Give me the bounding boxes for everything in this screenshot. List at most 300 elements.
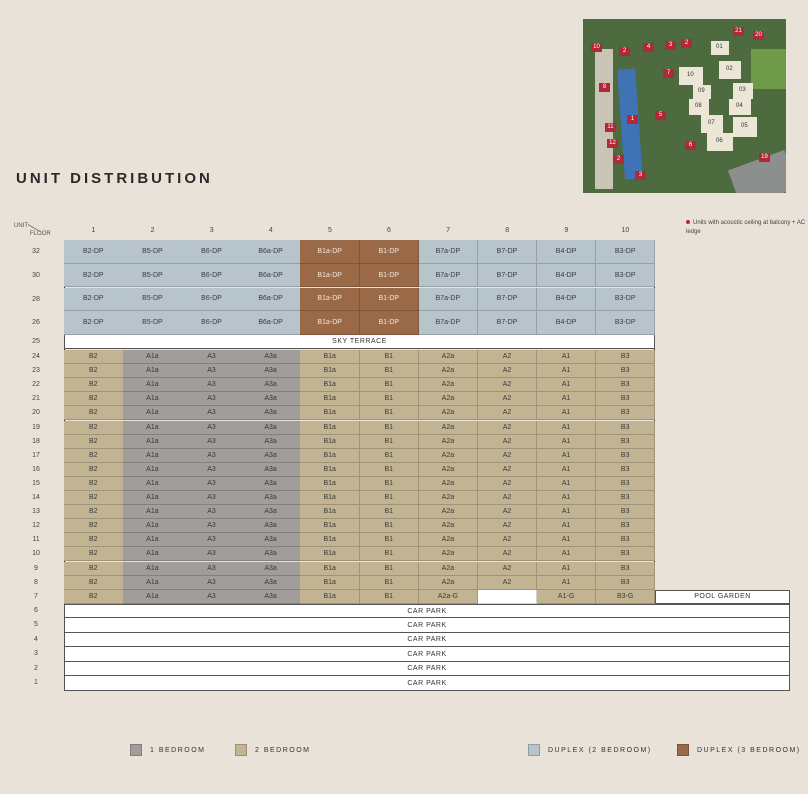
unit-cell: A3 xyxy=(182,562,242,576)
unit-cell: B3-DP xyxy=(596,240,656,264)
unit-cell: A3 xyxy=(182,421,242,435)
site-marker: 8 xyxy=(599,83,610,92)
unit-cell: B1a xyxy=(300,449,360,463)
unit-cell: B1 xyxy=(360,435,420,449)
column-header: 1 xyxy=(91,227,96,234)
unit-cell: B2 xyxy=(64,378,124,392)
unit-cell: B2-DP xyxy=(64,311,124,335)
legend-item xyxy=(235,744,311,756)
unit-cell: B1a xyxy=(300,505,360,519)
unit-cell: B1 xyxy=(360,378,420,392)
building-label: 10 xyxy=(687,72,694,78)
unit-cell: B3-DP xyxy=(596,264,656,288)
building-label: 08 xyxy=(695,103,702,109)
building-label: 03 xyxy=(739,87,746,93)
column-header: 8 xyxy=(505,227,510,234)
unit-cell: B1 xyxy=(360,449,420,463)
unit-cell: B7-DP xyxy=(478,240,538,264)
unit-cell: A1a xyxy=(123,533,183,547)
acoustic-ceiling-note: Units with acoustic ceiling at balcony + AC ledge xyxy=(686,220,806,235)
unit-cell: B7a-DP xyxy=(419,311,479,335)
unit-cell: A1a xyxy=(123,477,183,491)
car-park-row: CAR PARK xyxy=(64,633,790,648)
unit-cell: A3a xyxy=(241,576,301,590)
unit-cell: B4-DP xyxy=(537,288,597,312)
unit-cell: A2a xyxy=(419,364,479,378)
unit-cell: B1a xyxy=(300,519,360,533)
unit-cell: A1 xyxy=(537,378,597,392)
unit-cell: B7a-DP xyxy=(419,264,479,288)
unit-cell: B2 xyxy=(64,477,124,491)
car-park-row: CAR PARK xyxy=(64,604,790,619)
unit-cell: B1-DP xyxy=(360,311,420,335)
unit-cell: B1a xyxy=(300,378,360,392)
pool-garden-cell: POOL GARDEN xyxy=(655,590,790,604)
legend-label: DUPLEX (3 BEDROOM) xyxy=(697,746,801,754)
unit-cell: A2a xyxy=(419,491,479,505)
unit-cell: A3a xyxy=(241,449,301,463)
building-label: 05 xyxy=(741,123,748,129)
floor-label: 22 xyxy=(32,381,40,389)
column-header: 9 xyxy=(564,227,569,234)
unit-cell: A3a xyxy=(241,547,301,561)
unit-cell: A2a xyxy=(419,505,479,519)
unit-cell: A2 xyxy=(478,449,538,463)
car-park-row: CAR PARK xyxy=(64,662,790,677)
unit-cell: B3 xyxy=(596,505,656,519)
unit-cell: A2 xyxy=(478,463,538,477)
legend-swatch xyxy=(528,744,540,756)
unit-cell: A2a xyxy=(419,547,479,561)
floor-label: 20 xyxy=(32,409,40,417)
unit-cell: B6a-DP xyxy=(241,264,301,288)
unit-cell: B6-DP xyxy=(182,288,242,312)
unit-cell: A2 xyxy=(478,519,538,533)
building-label: 07 xyxy=(708,120,715,126)
unit-cell: A2a xyxy=(419,519,479,533)
floor-label: 23 xyxy=(32,367,40,375)
legend-item xyxy=(130,744,206,756)
unit-cell: B2 xyxy=(64,392,124,406)
legend-item xyxy=(677,744,801,756)
unit-cell: A1a xyxy=(123,406,183,420)
unit-cell: A2 xyxy=(478,435,538,449)
site-marker: 21 xyxy=(733,27,744,36)
unit-cell: A3a xyxy=(241,421,301,435)
site-marker: 11 xyxy=(605,123,616,132)
unit-cell: B2 xyxy=(64,519,124,533)
unit-cell: A1a xyxy=(123,491,183,505)
building-label: 09 xyxy=(698,88,705,94)
unit-cell: B3 xyxy=(596,519,656,533)
unit-cell xyxy=(478,590,538,604)
unit-cell: A3 xyxy=(182,491,242,505)
unit-cell: A2 xyxy=(478,350,538,364)
unit-cell: A3a xyxy=(241,364,301,378)
lawn-area xyxy=(751,49,786,89)
unit-cell: A1 xyxy=(537,350,597,364)
unit-cell: B1 xyxy=(360,576,420,590)
unit-cell: A3 xyxy=(182,364,242,378)
floor-label: 28 xyxy=(32,295,40,303)
unit-cell: B3-G xyxy=(596,590,656,604)
unit-cell: B7a-DP xyxy=(419,288,479,312)
unit-cell: A1 xyxy=(537,463,597,477)
unit-cell: A3 xyxy=(182,449,242,463)
unit-cell: A2 xyxy=(478,421,538,435)
unit-cell: A1a xyxy=(123,449,183,463)
unit-cell: A1 xyxy=(537,491,597,505)
column-header: 7 xyxy=(446,227,451,234)
unit-cell: B2 xyxy=(64,463,124,477)
floor-label: 13 xyxy=(32,508,40,516)
unit-cell: A3 xyxy=(182,576,242,590)
unit-cell: B3 xyxy=(596,562,656,576)
path-area xyxy=(595,49,613,189)
unit-cell: A1 xyxy=(537,435,597,449)
legend-label: DUPLEX (2 BEDROOM) xyxy=(548,746,652,754)
car-park-row: CAR PARK xyxy=(64,676,790,691)
site-marker: 19 xyxy=(759,153,770,162)
unit-cell: B1-DP xyxy=(360,288,420,312)
unit-cell: B1 xyxy=(360,364,420,378)
unit-cell: B1a xyxy=(300,491,360,505)
site-marker: 5 xyxy=(655,111,666,120)
unit-cell: B2 xyxy=(64,364,124,378)
site-marker: 7 xyxy=(663,69,674,78)
unit-cell: A1 xyxy=(537,449,597,463)
unit-cell: B7a-DP xyxy=(419,240,479,264)
floor-label: 3 xyxy=(34,650,38,658)
unit-cell: B2-DP xyxy=(64,288,124,312)
unit-cell: B1a xyxy=(300,477,360,491)
floor-label: 4 xyxy=(34,635,38,643)
unit-cell: A3a xyxy=(241,562,301,576)
unit-cell: B7-DP xyxy=(478,264,538,288)
unit-cell: A1a xyxy=(123,505,183,519)
unit-cell: B6a-DP xyxy=(241,311,301,335)
unit-cell: A3 xyxy=(182,350,242,364)
unit-cell: B2 xyxy=(64,449,124,463)
floor-label: 25 xyxy=(32,338,40,345)
unit-cell: B2 xyxy=(64,406,124,420)
unit-cell: A2 xyxy=(478,477,538,491)
unit-cell: A1 xyxy=(537,547,597,561)
unit-cell: B1 xyxy=(360,562,420,576)
floor-label: 14 xyxy=(32,494,40,501)
unit-cell: B7-DP xyxy=(478,311,538,335)
site-marker: 2 xyxy=(619,47,630,56)
unit-cell: B3 xyxy=(596,533,656,547)
unit-cell: A2a-G xyxy=(419,590,479,604)
floor-label: 11 xyxy=(32,536,40,544)
site-marker: 1 xyxy=(627,115,638,124)
floor-label: 24 xyxy=(32,353,40,360)
unit-cell: A3 xyxy=(182,463,242,477)
unit-cell: B1a xyxy=(300,533,360,547)
unit-cell: B3-DP xyxy=(596,288,656,312)
unit-cell: A3a xyxy=(241,590,301,604)
unit-cell: B1a xyxy=(300,547,360,561)
site-marker: 3 xyxy=(635,171,646,180)
unit-cell: B3 xyxy=(596,463,656,477)
unit-cell: A2a xyxy=(419,421,479,435)
unit-cell: A3a xyxy=(241,491,301,505)
site-marker: 2 xyxy=(613,155,624,164)
unit-cell: A3 xyxy=(182,392,242,406)
unit-cell: B5-DP xyxy=(123,311,183,335)
unit-cell: A1 xyxy=(537,406,597,420)
unit-cell: A3a xyxy=(241,392,301,406)
unit-floor-axis-label: UNIT FLOOR xyxy=(14,223,51,237)
unit-cell: B5-DP xyxy=(123,264,183,288)
unit-cell: B5-DP xyxy=(123,288,183,312)
unit-cell: A2a xyxy=(419,562,479,576)
unit-cell: B2 xyxy=(64,590,124,604)
unit-cell: A2 xyxy=(478,547,538,561)
unit-cell: B2 xyxy=(64,547,124,561)
unit-cell: A3a xyxy=(241,350,301,364)
unit-cell: A2 xyxy=(478,533,538,547)
unit-cell: B6a-DP xyxy=(241,240,301,264)
unit-cell: A2a xyxy=(419,378,479,392)
unit-cell: A2a xyxy=(419,576,479,590)
unit-cell: B6a-DP xyxy=(241,288,301,312)
car-park-row: CAR PARK xyxy=(64,647,790,662)
unit-cell: B1 xyxy=(360,350,420,364)
unit-cell: B2 xyxy=(64,435,124,449)
unit-cell: B1 xyxy=(360,406,420,420)
unit-cell: B4-DP xyxy=(537,264,597,288)
floor-label: 32 xyxy=(32,248,40,255)
unit-cell: A3 xyxy=(182,547,242,561)
unit-cell: B3 xyxy=(596,364,656,378)
unit-cell: B3 xyxy=(596,547,656,561)
unit-cell: A2 xyxy=(478,392,538,406)
unit-cell: B3 xyxy=(596,435,656,449)
unit-cell: A3a xyxy=(241,378,301,392)
unit-cell: B2 xyxy=(64,576,124,590)
unit-cell: A3 xyxy=(182,533,242,547)
car-park-row: CAR PARK xyxy=(64,618,790,633)
unit-cell: B6-DP xyxy=(182,264,242,288)
unit-cell: A2 xyxy=(478,491,538,505)
floor-label: 19 xyxy=(32,423,40,431)
legend-label: 2 BEDROOM xyxy=(255,746,311,754)
unit-cell: A3 xyxy=(182,406,242,420)
unit-cell: B1 xyxy=(360,392,420,406)
floor-label: 1 xyxy=(34,679,38,687)
unit-cell: A2 xyxy=(478,364,538,378)
unit-cell: B3 xyxy=(596,576,656,590)
floor-label: 12 xyxy=(32,522,40,530)
unit-cell: B1 xyxy=(360,533,420,547)
unit-cell: A2a xyxy=(419,449,479,463)
unit-cell: A2a xyxy=(419,533,479,547)
unit-cell: B1a xyxy=(300,562,360,576)
unit-cell: A1 xyxy=(537,364,597,378)
unit-cell: A2a xyxy=(419,435,479,449)
legend-item xyxy=(528,744,652,756)
floor-label: 18 xyxy=(32,437,40,445)
unit-cell: A3 xyxy=(182,505,242,519)
unit-cell: A3 xyxy=(182,378,242,392)
unit-cell: A2a xyxy=(419,463,479,477)
unit-cell: B7-DP xyxy=(478,288,538,312)
unit-cell: B1a xyxy=(300,350,360,364)
unit-cell: B1 xyxy=(360,505,420,519)
unit-cell: B3 xyxy=(596,378,656,392)
unit-cell: A3 xyxy=(182,477,242,491)
floor-label: 9 xyxy=(34,564,38,572)
legend-label: 1 BEDROOM xyxy=(150,746,206,754)
legend-swatch xyxy=(130,744,142,756)
unit-cell: A3a xyxy=(241,463,301,477)
column-header: 2 xyxy=(150,227,155,234)
unit-cell: B1a xyxy=(300,392,360,406)
unit-cell: A3 xyxy=(182,435,242,449)
floor-label: 15 xyxy=(32,479,40,487)
unit-cell: B1 xyxy=(360,519,420,533)
unit-cell: B1a xyxy=(300,435,360,449)
unit-cell: B1a xyxy=(300,590,360,604)
unit-cell: B1a xyxy=(300,463,360,477)
unit-cell: A1 xyxy=(537,392,597,406)
unit-cell: A1 xyxy=(537,505,597,519)
unit-cell: A1a xyxy=(123,364,183,378)
unit-cell: B1a xyxy=(300,364,360,378)
unit-cell: A1a xyxy=(123,519,183,533)
unit-cell: A2a xyxy=(419,477,479,491)
unit-cell: A1-G xyxy=(537,590,597,604)
unit-cell: B2 xyxy=(64,533,124,547)
unit-cell: A1a xyxy=(123,392,183,406)
unit-cell: A3 xyxy=(182,590,242,604)
unit-cell: B2 xyxy=(64,505,124,519)
building-label: 04 xyxy=(736,103,743,109)
unit-cell: B4-DP xyxy=(537,311,597,335)
unit-cell: B2-DP xyxy=(64,240,124,264)
building-label: 06 xyxy=(716,138,723,144)
unit-cell: A1 xyxy=(537,576,597,590)
unit-cell: A2a xyxy=(419,406,479,420)
unit-cell: B1a xyxy=(300,576,360,590)
unit-cell: A3 xyxy=(182,519,242,533)
unit-cell: B2 xyxy=(64,562,124,576)
unit-cell: A1 xyxy=(537,421,597,435)
unit-cell: A1a xyxy=(123,547,183,561)
site-marker: 3 xyxy=(665,41,676,50)
unit-cell: A1 xyxy=(537,562,597,576)
legend-swatch xyxy=(677,744,689,756)
unit-cell: A2 xyxy=(478,378,538,392)
unit-cell: B2 xyxy=(64,350,124,364)
unit-cell: A3a xyxy=(241,519,301,533)
unit-cell: B1 xyxy=(360,491,420,505)
site-marker: 10 xyxy=(591,43,602,52)
floor-label: 10 xyxy=(32,550,40,558)
unit-cell: A2 xyxy=(478,406,538,420)
unit-cell: A1 xyxy=(537,533,597,547)
unit-cell: B2 xyxy=(64,421,124,435)
floor-label: 26 xyxy=(32,319,40,327)
site-marker: 12 xyxy=(607,139,618,148)
unit-cell: A1 xyxy=(537,477,597,491)
unit-cell: A3a xyxy=(241,406,301,420)
unit-cell: B6-DP xyxy=(182,240,242,264)
unit-cell: B3 xyxy=(596,421,656,435)
unit-cell: B2-DP xyxy=(64,264,124,288)
floor-label: 5 xyxy=(34,621,38,629)
floor-label: 2 xyxy=(34,664,38,672)
floor-label: 7 xyxy=(34,592,38,600)
unit-cell: A2 xyxy=(478,505,538,519)
floor-label: 8 xyxy=(34,578,38,586)
site-plan xyxy=(583,19,786,193)
unit-cell: A3a xyxy=(241,505,301,519)
unit-cell: A1a xyxy=(123,378,183,392)
unit-cell: B1 xyxy=(360,477,420,491)
unit-cell: B3 xyxy=(596,449,656,463)
unit-cell: B1 xyxy=(360,547,420,561)
floor-label: 16 xyxy=(32,465,40,473)
floor-label: 17 xyxy=(32,451,40,459)
unit-cell: B1a xyxy=(300,406,360,420)
unit-cell: B1a-DP xyxy=(300,288,360,312)
site-marker: 4 xyxy=(643,43,654,52)
unit-cell: B3 xyxy=(596,406,656,420)
page-title: UNIT DISTRIBUTION xyxy=(16,170,213,187)
unit-cell: B1a xyxy=(300,421,360,435)
unit-cell: B3 xyxy=(596,491,656,505)
unit-cell: B3 xyxy=(596,392,656,406)
building-label: 02 xyxy=(726,66,733,72)
unit-cell: B1 xyxy=(360,421,420,435)
unit-cell: B6-DP xyxy=(182,311,242,335)
unit-cell: A1a xyxy=(123,435,183,449)
unit-cell: B3 xyxy=(596,477,656,491)
unit-cell: A2 xyxy=(478,562,538,576)
unit-cell: A1a xyxy=(123,421,183,435)
unit-cell: A2 xyxy=(478,576,538,590)
unit-cell: A1a xyxy=(123,576,183,590)
unit-cell: B2 xyxy=(64,491,124,505)
unit-cell: B1a-DP xyxy=(300,311,360,335)
legend-swatch xyxy=(235,744,247,756)
unit-cell: B1a-DP xyxy=(300,264,360,288)
unit-cell: B1-DP xyxy=(360,264,420,288)
unit-cell: A3a xyxy=(241,533,301,547)
road-area xyxy=(728,150,786,193)
site-marker: 6 xyxy=(685,141,696,150)
sky-terrace-row: SKY TERRACE xyxy=(64,335,655,349)
unit-cell: B1a-DP xyxy=(300,240,360,264)
unit-cell: B3-DP xyxy=(596,311,656,335)
unit-cell: A1a xyxy=(123,562,183,576)
building-label: 01 xyxy=(716,44,723,50)
unit-cell: B1-DP xyxy=(360,240,420,264)
unit-cell: B4-DP xyxy=(537,240,597,264)
floor-label: 30 xyxy=(32,271,40,279)
unit-cell: A1 xyxy=(537,519,597,533)
site-marker: 2 xyxy=(681,39,692,48)
site-marker: 20 xyxy=(753,31,764,40)
unit-cell: B1 xyxy=(360,463,420,477)
column-header: 10 xyxy=(621,227,630,234)
unit-cell: A1a xyxy=(123,463,183,477)
unit-cell: A2a xyxy=(419,392,479,406)
column-header: 5 xyxy=(327,227,332,234)
